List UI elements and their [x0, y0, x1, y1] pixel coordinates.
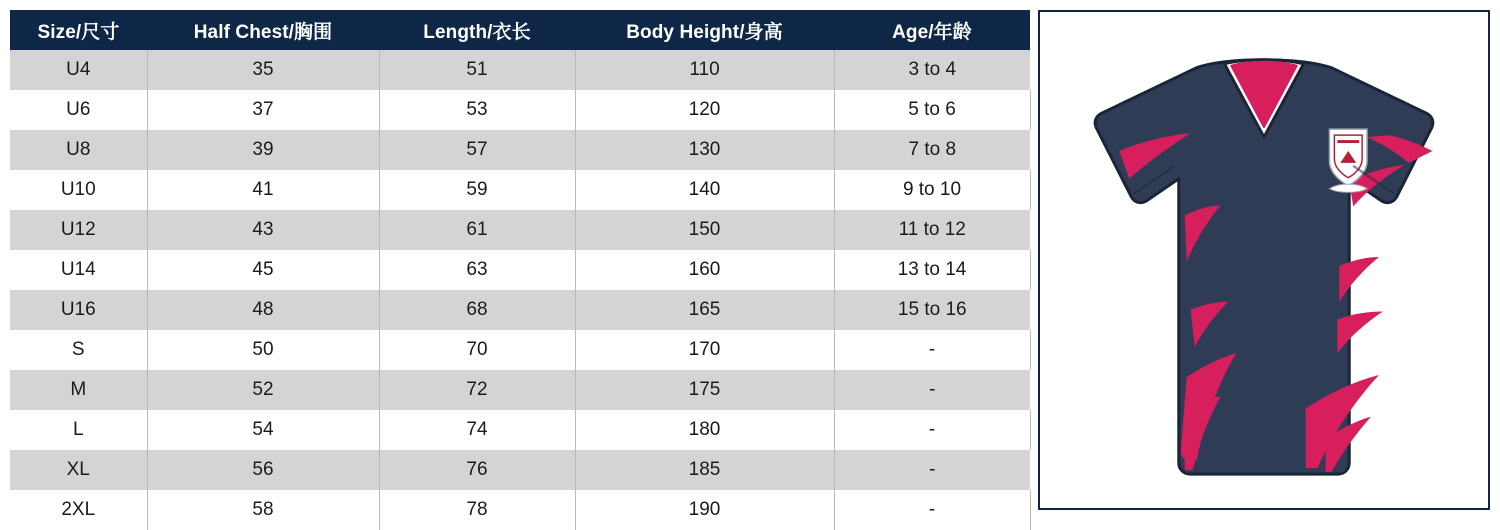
cell-size: U12 [10, 210, 147, 250]
cell-age: 3 to 4 [834, 50, 1030, 90]
cell-age: - [834, 410, 1030, 450]
table-row [10, 210, 1030, 250]
cell-size: S [10, 330, 147, 370]
cell-half-chest: 54 [147, 410, 379, 450]
cell-half-chest: 35 [147, 50, 379, 90]
cell-body-height: 170 [575, 330, 834, 370]
table-row [10, 410, 1030, 450]
table-header-row [10, 10, 1030, 50]
cell-length: 63 [379, 250, 575, 290]
cell-size: U10 [10, 170, 147, 210]
column-header-length: Length/衣长 [379, 10, 575, 50]
cell-size: L [10, 410, 147, 450]
cell-body-height: 160 [575, 250, 834, 290]
table-row [10, 170, 1030, 210]
cell-length: 51 [379, 50, 575, 90]
cell-size: XL [10, 450, 147, 490]
cell-age: 9 to 10 [834, 170, 1030, 210]
cell-half-chest: 58 [147, 490, 379, 530]
cell-length: 72 [379, 370, 575, 410]
cell-size: U4 [10, 50, 147, 90]
cell-length: 53 [379, 90, 575, 130]
cell-body-height: 185 [575, 450, 834, 490]
column-header-age: Age/年龄 [834, 10, 1030, 50]
cell-half-chest: 48 [147, 290, 379, 330]
cell-age: 11 to 12 [834, 210, 1030, 250]
table-row [10, 490, 1030, 530]
cell-body-height: 180 [575, 410, 834, 450]
product-image-panel [1038, 10, 1490, 510]
table-row [10, 130, 1030, 170]
cell-age: - [834, 330, 1030, 370]
table-row [10, 330, 1030, 370]
table-row [10, 290, 1030, 330]
cell-body-height: 130 [575, 130, 834, 170]
cell-size: M [10, 370, 147, 410]
cell-half-chest: 45 [147, 250, 379, 290]
table-row [10, 50, 1030, 90]
cell-age: - [834, 450, 1030, 490]
cell-age: 15 to 16 [834, 290, 1030, 330]
table-row [10, 370, 1030, 410]
cell-age: - [834, 490, 1030, 530]
cell-size: U16 [10, 290, 147, 330]
cell-length: 68 [379, 290, 575, 330]
cell-length: 74 [379, 410, 575, 450]
cell-length: 61 [379, 210, 575, 250]
cell-half-chest: 52 [147, 370, 379, 410]
cell-body-height: 175 [575, 370, 834, 410]
cell-half-chest: 56 [147, 450, 379, 490]
cell-size: U8 [10, 130, 147, 170]
cell-half-chest: 39 [147, 130, 379, 170]
table-row [10, 250, 1030, 290]
cell-body-height: 140 [575, 170, 834, 210]
cell-body-height: 110 [575, 50, 834, 90]
column-header-body-height: Body Height/身高 [575, 10, 834, 50]
cell-length: 57 [379, 130, 575, 170]
cell-half-chest: 50 [147, 330, 379, 370]
column-header-size: Size/尺寸 [10, 10, 147, 50]
cell-size: U6 [10, 90, 147, 130]
cell-body-height: 190 [575, 490, 834, 530]
cell-half-chest: 41 [147, 170, 379, 210]
cell-length: 70 [379, 330, 575, 370]
cell-size: 2XL [10, 490, 147, 530]
cell-half-chest: 43 [147, 210, 379, 250]
cell-length: 78 [379, 490, 575, 530]
size-table [10, 10, 1031, 530]
cell-body-height: 150 [575, 210, 834, 250]
cell-body-height: 165 [575, 290, 834, 330]
cell-age: 13 to 14 [834, 250, 1030, 290]
cell-age: 5 to 6 [834, 90, 1030, 130]
cell-age: 7 to 8 [834, 130, 1030, 170]
cell-body-height: 120 [575, 90, 834, 130]
cell-age: - [834, 370, 1030, 410]
jersey-illustration-icon [1040, 12, 1488, 508]
cell-size: U14 [10, 250, 147, 290]
cell-length: 76 [379, 450, 575, 490]
table-row [10, 450, 1030, 490]
table-row [10, 90, 1030, 130]
cell-half-chest: 37 [147, 90, 379, 130]
column-header-half-chest: Half Chest/胸围 [147, 10, 379, 50]
cell-length: 59 [379, 170, 575, 210]
